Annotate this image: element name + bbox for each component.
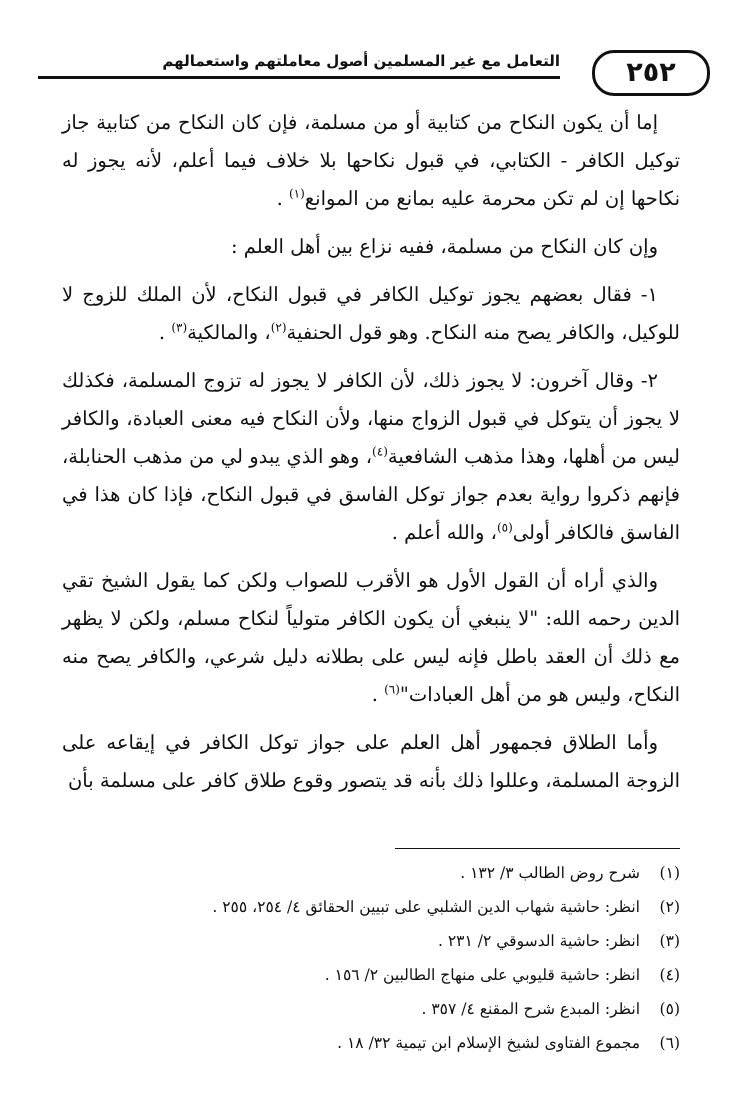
header-rule bbox=[38, 76, 560, 79]
footnote-ref: (٤) bbox=[372, 444, 388, 459]
footnote-separator bbox=[395, 848, 680, 849]
footnote-ref: (٦) bbox=[384, 682, 400, 697]
footnotes bbox=[62, 856, 680, 1060]
footnote-item: (٤) انظر: حاشية قليوبي على منهاج الطالبين ٢/ ١٥٦ . bbox=[324, 966, 680, 984]
body-text bbox=[62, 104, 680, 810]
footnote-item: (٦) مجموع الفتاوى لشيخ الإسلام ابن تيمية ٣٢/ ١٨ . bbox=[337, 1034, 680, 1052]
paragraph-6: وأما الطلاق فجمهور أهل العلم على جواز توكل الكافر في إيقاعه على الزوجة المسلمة، وعللوا ذلك بأنه قد يتصور وقوع طلاق كافر على مسلمة بأن bbox=[62, 731, 680, 792]
running-title: التعامل مع غير المسلمين أصول معاملتهم واستعمالهم bbox=[162, 52, 560, 70]
page-number: ٢٥٢ bbox=[592, 50, 710, 96]
footnote-ref: (٥) bbox=[496, 520, 513, 535]
paragraph-1: إما أن يكون النكاح من كتابية أو من مسلمة، فإن كان النكاح من كتابية جاز توكيل الكافر - الكتابي، في قبول نكاحها بلا خلاف فيما أعلم، لأنه يجوز له نكاحها إن لم تكن محرمة عليه بمانع من الموانع$^{(١)}$ . bbox=[62, 111, 680, 210]
footnote-ref: (٢) bbox=[270, 320, 287, 335]
footnote-ref: (١) bbox=[288, 186, 305, 201]
paragraph-5: والذي أراه أن القول الأول هو الأقرب للصواب ولكن كما يقول الشيخ تقي الدين رحمه الله: "لا ينبغي أن يكون الكافر متولياً لنكاح مسلم، ولكن لا يظهر مع ذلك أن العقد باطل فإنه ليس على بطلانه دليل شرعي، والكافر يصح منه النكاح، وليس هو من أهل العبادات"$^{(٦)}$ . bbox=[62, 569, 680, 706]
paragraph-3: ١- فقال بعضهم يجوز توكيل الكافر في قبول النكاح، لأن الملك للزوج لا للوكيل، والكافر يصح منه النكاح. وهو قول الحنفية$^{(٢)}$، والمالكية$^{(٣)}$ . bbox=[62, 283, 680, 344]
footnote-item: (٥) انظر: المبدع شرح المقنع ٤/ ٣٥٧ . bbox=[421, 1000, 680, 1018]
footnote-item: (٢) انظر: حاشية شهاب الدين الشلبي على تبيين الحقائق ٤/ ٢٥٤، ٢٥٥ . bbox=[212, 898, 680, 916]
paragraph-4: ٢- وقال آخرون: لا يجوز ذلك، لأن الكافر لا يجوز له تزوج المسلمة، فكذلك لا يجوز أن يتوكل في قبول الزواج منها، ولأن النكاح فيه معنى العبادة، والكافر ليس من أهلها، وهذا مذهب الشافعية$^{(٤)}$، وهو الذي يبدو لي من مذهب الحنابلة، فإنهم ذكروا رواية بعدم جواز توكل الفاسق في قبول النكاح، فإذا كان هذا في الفاسق فالكافر أولى$^{(٥)}$، والله أعلم . bbox=[62, 369, 680, 544]
running-header bbox=[38, 50, 710, 96]
footnote-item: (٣) انظر: حاشية الدسوقي ٢/ ٢٣١ . bbox=[438, 932, 680, 950]
footnote-item: (١) شرح روض الطالب ٣/ ١٣٢ . bbox=[460, 864, 680, 882]
footnote-ref: (٣) bbox=[171, 320, 188, 335]
paragraph-2: وإن كان النكاح من مسلمة، ففيه نزاع بين أهل العلم : bbox=[231, 235, 658, 258]
